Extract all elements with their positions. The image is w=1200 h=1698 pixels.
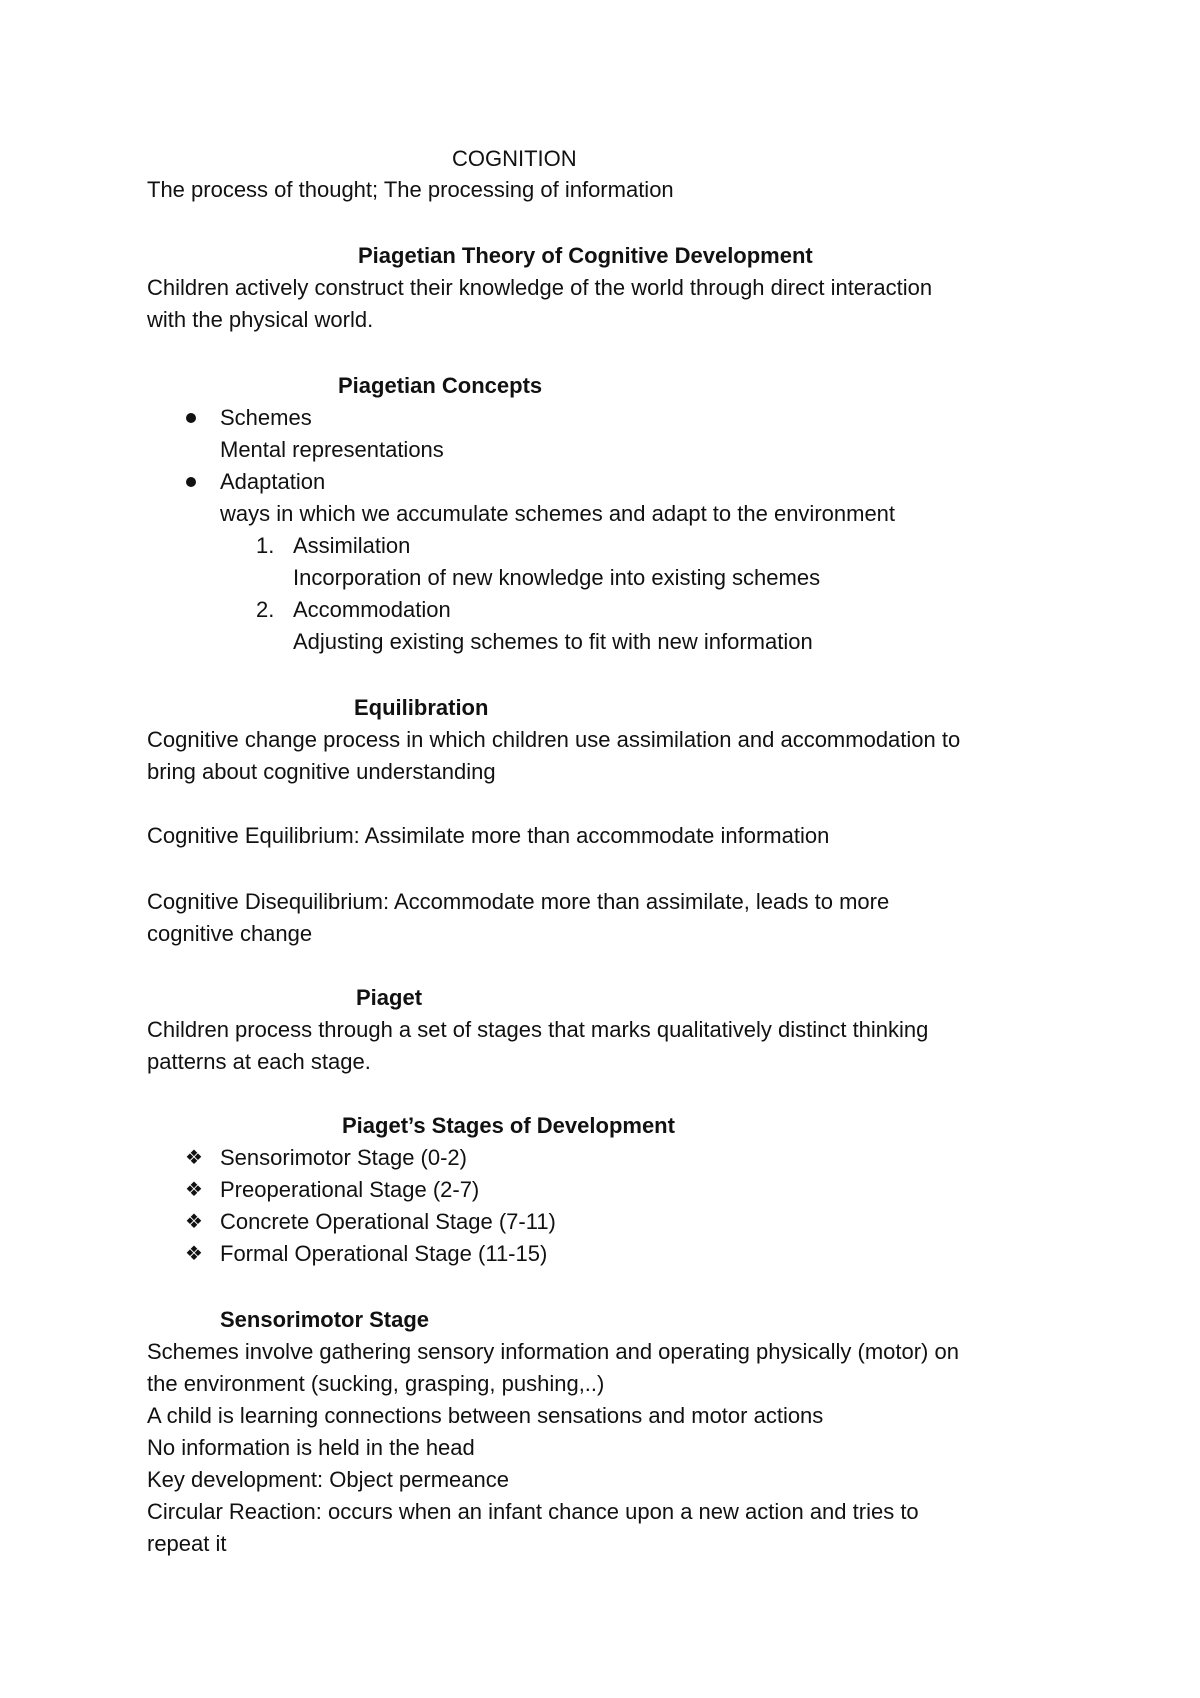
sensorimotor-heading: Sensorimotor Stage — [220, 1307, 430, 1332]
piaget-heading: Piaget — [356, 985, 423, 1010]
cognitive-equilibrium: Cognitive Equilibrium: Assimilate more than accommodate information — [147, 823, 830, 848]
concept-term-adaptation: Adaptation — [220, 469, 326, 494]
sensorimotor-line: Circular Reaction: occurs when an infant chance upon a new action and tries to — [147, 1499, 919, 1524]
stages-heading: Piaget’s Stages of Development — [342, 1113, 675, 1138]
diamond-bullet-icon: ❖ — [185, 1211, 203, 1233]
subconcept-desc-assimilation: Incorporation of new knowledge into existing schemes — [293, 565, 821, 590]
page-title: COGNITION — [452, 146, 577, 171]
title-definition: The process of thought; The processing of information — [147, 177, 674, 202]
piaget-line: Children process through a set of stages that marks qualitatively distinct thinking — [147, 1017, 929, 1042]
sensorimotor-line: repeat it — [147, 1531, 227, 1556]
stage-item: Concrete Operational Stage (7-11) — [220, 1209, 556, 1234]
sensorimotor-line: No information is held in the head — [147, 1435, 475, 1460]
list-number: 2. — [256, 597, 275, 622]
piagetian-concepts-heading: Piagetian Concepts — [338, 373, 543, 398]
diamond-bullet-icon: ❖ — [185, 1243, 203, 1265]
piagetian-theory-line: Children actively construct their knowledge of the world through direct interaction — [147, 275, 933, 300]
subconcept-desc-accommodation: Adjusting existing schemes to fit with new information — [293, 629, 813, 654]
list-number: 1. — [256, 533, 275, 558]
concept-desc-schemes: Mental representations — [220, 437, 444, 462]
sensorimotor-line: A child is learning connections between sensations and motor actions — [147, 1403, 824, 1428]
equilibration-line: Cognitive change process in which children use assimilation and accommodation to — [147, 727, 961, 752]
sensorimotor-line: the environment (sucking, grasping, pushing,..) — [147, 1371, 605, 1396]
concept-desc-adaptation: ways in which we accumulate schemes and adapt to the environment — [220, 501, 896, 526]
sensorimotor-line: Key development: Object permeance — [147, 1467, 509, 1492]
subconcept-term-accommodation: Accommodation — [293, 597, 451, 622]
subconcept-term-assimilation: Assimilation — [293, 533, 411, 558]
equilibration-heading: Equilibration — [354, 695, 489, 720]
stage-item: Preoperational Stage (2-7) — [220, 1177, 480, 1202]
piaget-line: patterns at each stage. — [147, 1049, 371, 1074]
stage-item: Sensorimotor Stage (0-2) — [220, 1145, 467, 1170]
sensorimotor-line: Schemes involve gathering sensory information and operating physically (motor) on — [147, 1339, 959, 1364]
diamond-bullet-icon: ❖ — [185, 1147, 203, 1169]
cognitive-disequilibrium-line: cognitive change — [147, 921, 313, 946]
piagetian-theory-line: with the physical world. — [147, 307, 374, 332]
bullet-icon — [186, 477, 196, 487]
piagetian-theory-heading: Piagetian Theory of Cognitive Development — [358, 243, 813, 268]
stage-item: Formal Operational Stage (11-15) — [220, 1241, 548, 1266]
equilibration-line: bring about cognitive understanding — [147, 759, 496, 784]
cognitive-disequilibrium-line: Cognitive Disequilibrium: Accommodate more than assimilate, leads to more — [147, 889, 890, 914]
bullet-icon — [186, 413, 196, 423]
concept-term-schemes: Schemes — [220, 405, 312, 430]
diamond-bullet-icon: ❖ — [185, 1179, 203, 1201]
